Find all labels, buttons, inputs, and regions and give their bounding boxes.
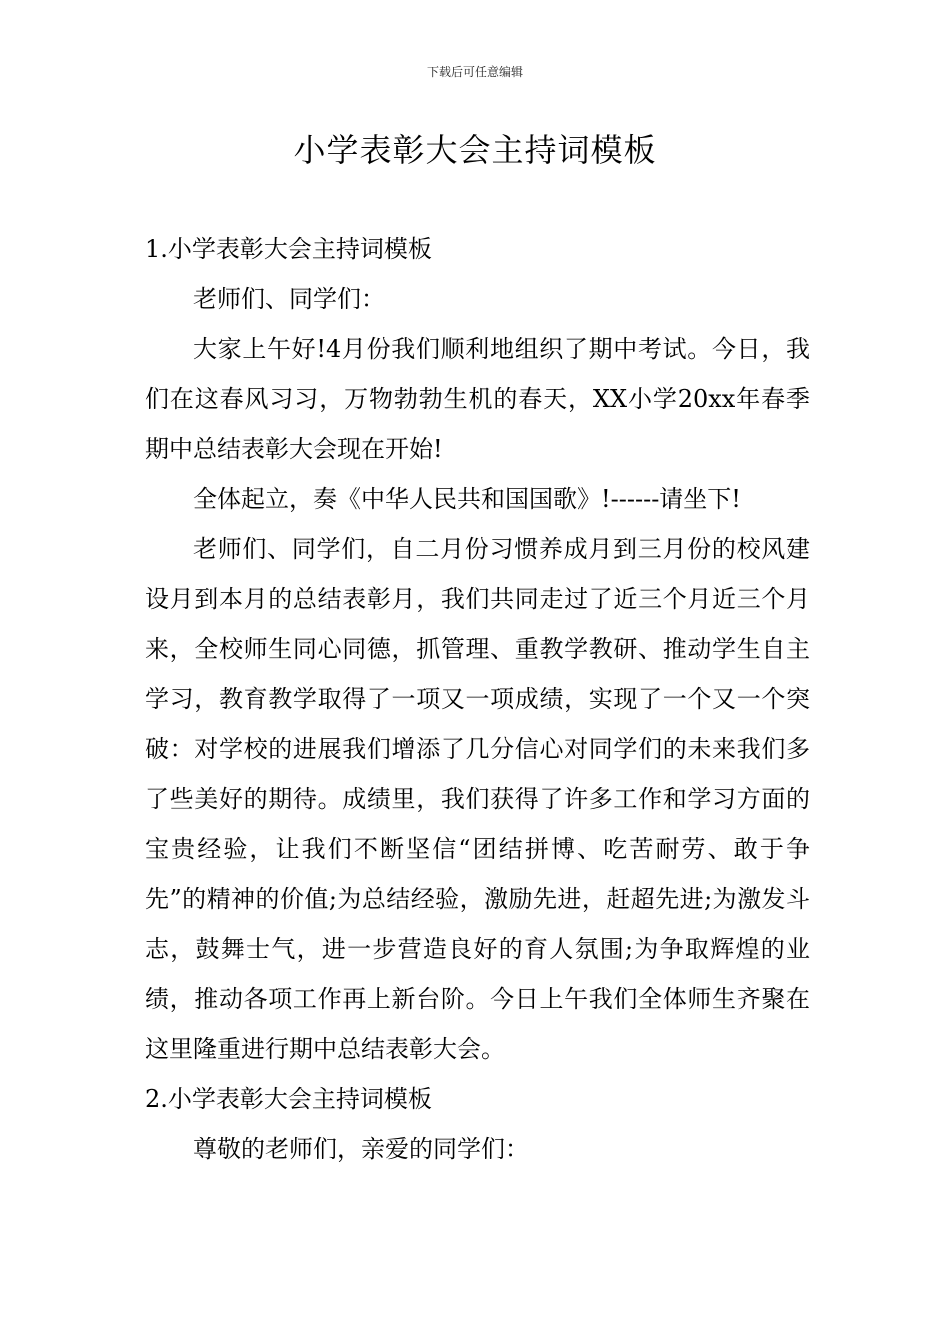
paragraph-anthem: 全体起立，奏《中华人民共和国国歌》!------请坐下! — [193, 485, 741, 513]
document-title: 小学表彰大会主持词模板 — [293, 131, 657, 169]
document-body — [145, 224, 810, 1174]
paragraph-greeting: 老师们、同学们： — [193, 285, 385, 313]
paragraph-summary: 老师们、同学们，自二月份习惯养成月到三月份的校风建设月到本月的总结表彰月，我们共同走过了近三个月近三个月来，全校师生同心同德，抓管理、重教学教研、推动学生自主学习，教育教学取得了一项又一项成绩，实现了一个又一个突破：对学校的进展我们增添了几分信心对同学们的未来我们多了些美好的期待。成绩里，我们获得了许多工作和学习方面的宝贵经验，让我们不断坚信“团结拼博、吃苦耐劳、敢于争先”的精神的价值;为总结经验，激励先进，赶超先进;为激发斗志，鼓舞士气，进一步营造良好的育人氛围;为争取辉煌的业绩，推动各项工作再上新台阶。今日上午我们全体师生齐聚在这里隆重进行期中总结表彰大会。 — [145, 535, 810, 1063]
paragraph-opening: 大家上午好!4月份我们顺利地组织了期中考试。今日，我们在这春风习习，万物勃勃生机的春天，XX小学20xx年春季期中总结表彰大会现在开始! — [145, 335, 810, 463]
paragraph-greeting-2: 尊敬的老师们，亲爱的同学们： — [193, 1135, 529, 1163]
section-heading-2: 2.小学表彰大会主持词模板 — [145, 1085, 432, 1113]
header-note: 下载后可任意编辑 — [426, 65, 523, 79]
section-heading-1: 1.小学表彰大会主持词模板 — [145, 235, 432, 263]
